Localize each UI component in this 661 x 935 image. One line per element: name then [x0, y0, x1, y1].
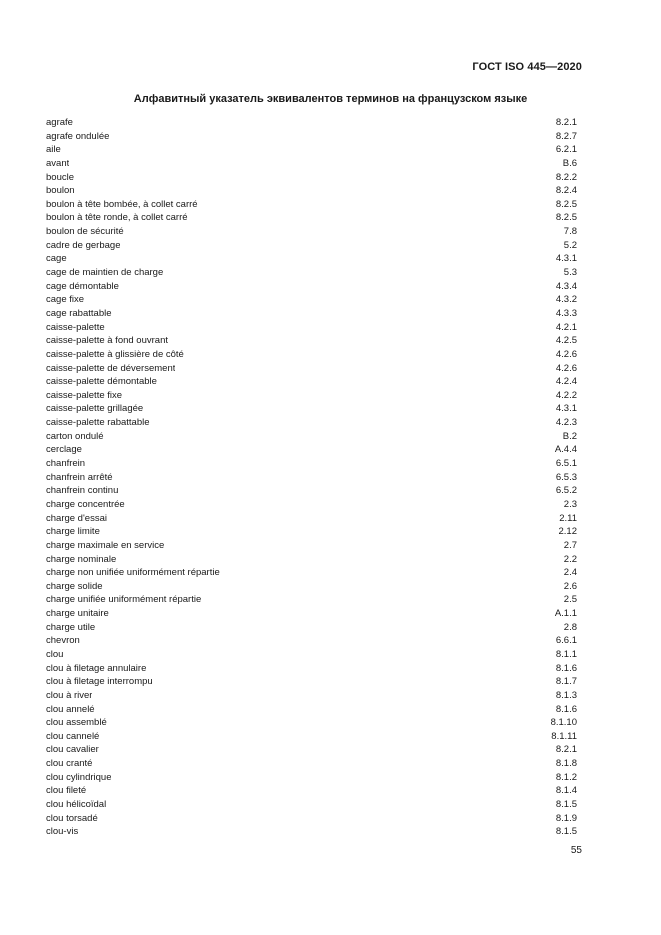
- index-entry: [46, 130, 577, 144]
- index-reference: 8.1.6: [555, 703, 577, 715]
- index-term: charge nominale: [46, 553, 117, 565]
- index-term: charge unifiée uniformément répartie: [46, 594, 202, 606]
- index-entry: [46, 498, 577, 512]
- index-reference: 2.5: [563, 594, 577, 606]
- index-reference: 8.1.11: [551, 730, 577, 742]
- index-reference: 8.2.7: [555, 130, 577, 142]
- index-term: cerclage: [46, 444, 82, 456]
- index-term: clou: [46, 648, 64, 660]
- index-entry: [46, 553, 577, 567]
- index-reference: 4.3.1: [555, 253, 577, 265]
- index-term: clou cylindrique: [46, 771, 112, 783]
- index-entry: [46, 580, 577, 594]
- index-term: clou cannelé: [46, 730, 100, 742]
- index-term: cage rabattable: [46, 307, 112, 319]
- index-term: cadre de gerbage: [46, 239, 121, 251]
- index-entry: [46, 307, 577, 321]
- index-entry: [46, 321, 577, 335]
- index-reference: 8.1.1: [555, 648, 577, 660]
- index-term: boulon: [46, 185, 75, 197]
- index-reference: 8.1.6: [555, 662, 577, 674]
- index-reference: 8.2.2: [555, 171, 577, 183]
- index-entry: [46, 689, 577, 703]
- index-term: charge concentrée: [46, 498, 125, 510]
- index-list: [46, 116, 577, 839]
- index-term: charge d'essai: [46, 512, 107, 524]
- index-entry: [46, 634, 577, 648]
- index-reference: 4.2.2: [555, 389, 577, 401]
- index-term: cage fixe: [46, 294, 85, 306]
- index-term: aile: [46, 144, 61, 156]
- index-term: avant: [46, 157, 70, 169]
- index-term: charge maximale en service: [46, 539, 165, 551]
- index-entry: [46, 211, 577, 225]
- index-entry: [46, 784, 577, 798]
- index-term: agrafe: [46, 117, 73, 128]
- index-reference: 8.2.1: [555, 117, 577, 128]
- index-reference: 6.6.1: [555, 635, 577, 647]
- index-term: chanfrein: [46, 458, 86, 470]
- index-entry: [46, 143, 577, 157]
- index-reference: A.1.1: [554, 608, 577, 620]
- index-reference: 7.8: [563, 226, 577, 238]
- index-reference: 4.2.6: [555, 362, 577, 374]
- index-entry: [46, 771, 577, 785]
- index-entry: [46, 375, 577, 389]
- index-reference: 2.4: [563, 567, 577, 579]
- index-term: caisse-palette rabattable: [46, 417, 150, 429]
- index-reference: 4.2.3: [555, 417, 577, 429]
- index-reference: 4.3.4: [555, 280, 577, 292]
- index-entry: [46, 662, 577, 676]
- index-reference: 2.6: [563, 580, 577, 592]
- document-header-standard: ГОСТ ISO 445—2020: [472, 61, 582, 73]
- index-term: charge unitaire: [46, 608, 109, 620]
- index-entry: [46, 743, 577, 757]
- index-reference: 8.2.1: [555, 744, 577, 756]
- index-entry: [46, 539, 577, 553]
- index-entry: [46, 825, 577, 839]
- index-entry: [46, 675, 577, 689]
- index-reference: 4.3.2: [555, 294, 577, 306]
- index-reference: 8.1.5: [555, 799, 577, 811]
- index-term: clou à filetage interrompu: [46, 676, 153, 688]
- index-reference: 6.5.3: [555, 471, 577, 483]
- index-entry: [46, 607, 577, 621]
- index-reference: 4.3.1: [555, 403, 577, 415]
- index-entry: [46, 703, 577, 717]
- index-term: clou cavalier: [46, 744, 99, 756]
- index-term: caisse-palette: [46, 321, 105, 333]
- index-reference: 6.5.2: [555, 485, 577, 497]
- index-term: boucle: [46, 171, 74, 183]
- index-reference: 8.1.2: [555, 771, 577, 783]
- index-entry: [46, 593, 577, 607]
- index-entry: [46, 280, 577, 294]
- index-term: cage de maintien de charge: [46, 267, 164, 279]
- index-entry: [46, 457, 577, 471]
- index-entry: [46, 621, 577, 635]
- index-term: charge limite: [46, 526, 100, 538]
- index-term: caisse-palette démontable: [46, 376, 157, 388]
- index-term: clou cranté: [46, 758, 93, 770]
- index-term: clou fileté: [46, 785, 87, 797]
- index-reference: B.2: [562, 430, 577, 442]
- index-term: caisse-palette de déversement: [46, 362, 176, 374]
- index-entry: [46, 225, 577, 239]
- index-reference: 2.3: [563, 498, 577, 510]
- index-reference: 8.1.7: [555, 676, 577, 688]
- index-reference: 4.2.6: [555, 348, 577, 360]
- index-term: chanfrein continu: [46, 485, 119, 497]
- index-reference: 4.2.4: [555, 376, 577, 388]
- index-term: caisse-palette grillagée: [46, 403, 144, 415]
- index-reference: 8.1.8: [555, 758, 577, 770]
- index-term: boulon de sécurité: [46, 226, 124, 238]
- index-entry: [46, 471, 577, 485]
- index-reference: 4.3.3: [555, 307, 577, 319]
- index-entry: [46, 512, 577, 526]
- index-reference: A.4.4: [554, 444, 577, 456]
- index-term: chanfrein arrêté: [46, 471, 113, 483]
- index-entry: [46, 798, 577, 812]
- index-entry: [46, 184, 577, 198]
- index-entry: [46, 389, 577, 403]
- index-entry: [46, 484, 577, 498]
- index-entry: [46, 648, 577, 662]
- index-entry: [46, 525, 577, 539]
- index-reference: 8.2.5: [555, 212, 577, 224]
- index-term: charge solide: [46, 580, 103, 592]
- index-entry: [46, 402, 577, 416]
- index-term: cage: [46, 253, 67, 265]
- index-term: clou-vis: [46, 826, 79, 838]
- index-entry: [46, 266, 577, 280]
- index-entry: [46, 443, 577, 457]
- index-term: clou à filetage annulaire: [46, 662, 147, 674]
- index-entry: [46, 730, 577, 744]
- index-reference: 5.3: [563, 267, 577, 279]
- index-reference: 6.2.1: [555, 144, 577, 156]
- index-entry: [46, 348, 577, 362]
- index-entry: [46, 362, 577, 376]
- index-reference: 8.1.9: [555, 812, 577, 824]
- index-entry: [46, 416, 577, 430]
- index-entry: [46, 716, 577, 730]
- index-term: boulon à tête bombée, à collet carré: [46, 198, 198, 210]
- index-reference: B.6: [562, 157, 577, 169]
- index-term: carton ondulé: [46, 430, 104, 442]
- index-entry: [46, 116, 577, 130]
- index-entry: [46, 757, 577, 771]
- index-reference: 8.1.10: [550, 717, 577, 729]
- index-reference: 8.1.3: [555, 689, 577, 701]
- index-entry: [46, 566, 577, 580]
- index-entry: [46, 812, 577, 826]
- index-term: caisse-palette à glissière de côté: [46, 348, 184, 360]
- index-term: caisse-palette à fond ouvrant: [46, 335, 168, 347]
- index-entry: [46, 334, 577, 348]
- index-term: cage démontable: [46, 280, 119, 292]
- index-term: charge non unifiée uniformément répartie: [46, 567, 220, 579]
- index-term: boulon à tête ronde, à collet carré: [46, 212, 188, 224]
- index-term: caisse-palette fixe: [46, 389, 123, 401]
- index-term: charge utile: [46, 621, 96, 633]
- index-reference: 8.2.4: [555, 185, 577, 197]
- index-term: clou hélicoïdal: [46, 799, 107, 811]
- index-term: clou à river: [46, 689, 93, 701]
- index-term: clou annelé: [46, 703, 95, 715]
- index-entry: [46, 171, 577, 185]
- index-reference: 5.2: [563, 239, 577, 251]
- index-entry: [46, 157, 577, 171]
- page-title: Алфавитный указатель эквивалентов терминов на французском языке: [133, 93, 528, 105]
- page-number: 55: [570, 845, 582, 856]
- index-reference: 2.7: [563, 539, 577, 551]
- index-reference: 6.5.1: [555, 458, 577, 470]
- index-entry: [46, 293, 577, 307]
- index-term: clou torsadé: [46, 812, 98, 824]
- index-entry: [46, 198, 577, 212]
- index-term: agrafe ondulée: [46, 130, 110, 142]
- index-entry: [46, 430, 577, 444]
- index-reference: 2.12: [558, 526, 577, 538]
- index-reference: 2.11: [559, 512, 577, 524]
- index-reference: 4.2.5: [555, 335, 577, 347]
- index-reference: 8.1.5: [555, 826, 577, 838]
- index-entry: [46, 239, 577, 253]
- index-term: clou assemblé: [46, 717, 107, 729]
- index-reference: 8.1.4: [555, 785, 577, 797]
- index-reference: 2.2: [563, 553, 577, 565]
- index-reference: 8.2.5: [555, 198, 577, 210]
- index-reference: 4.2.1: [555, 321, 577, 333]
- index-entry: [46, 252, 577, 266]
- index-term: chevron: [46, 635, 80, 647]
- index-reference: 2.8: [563, 621, 577, 633]
